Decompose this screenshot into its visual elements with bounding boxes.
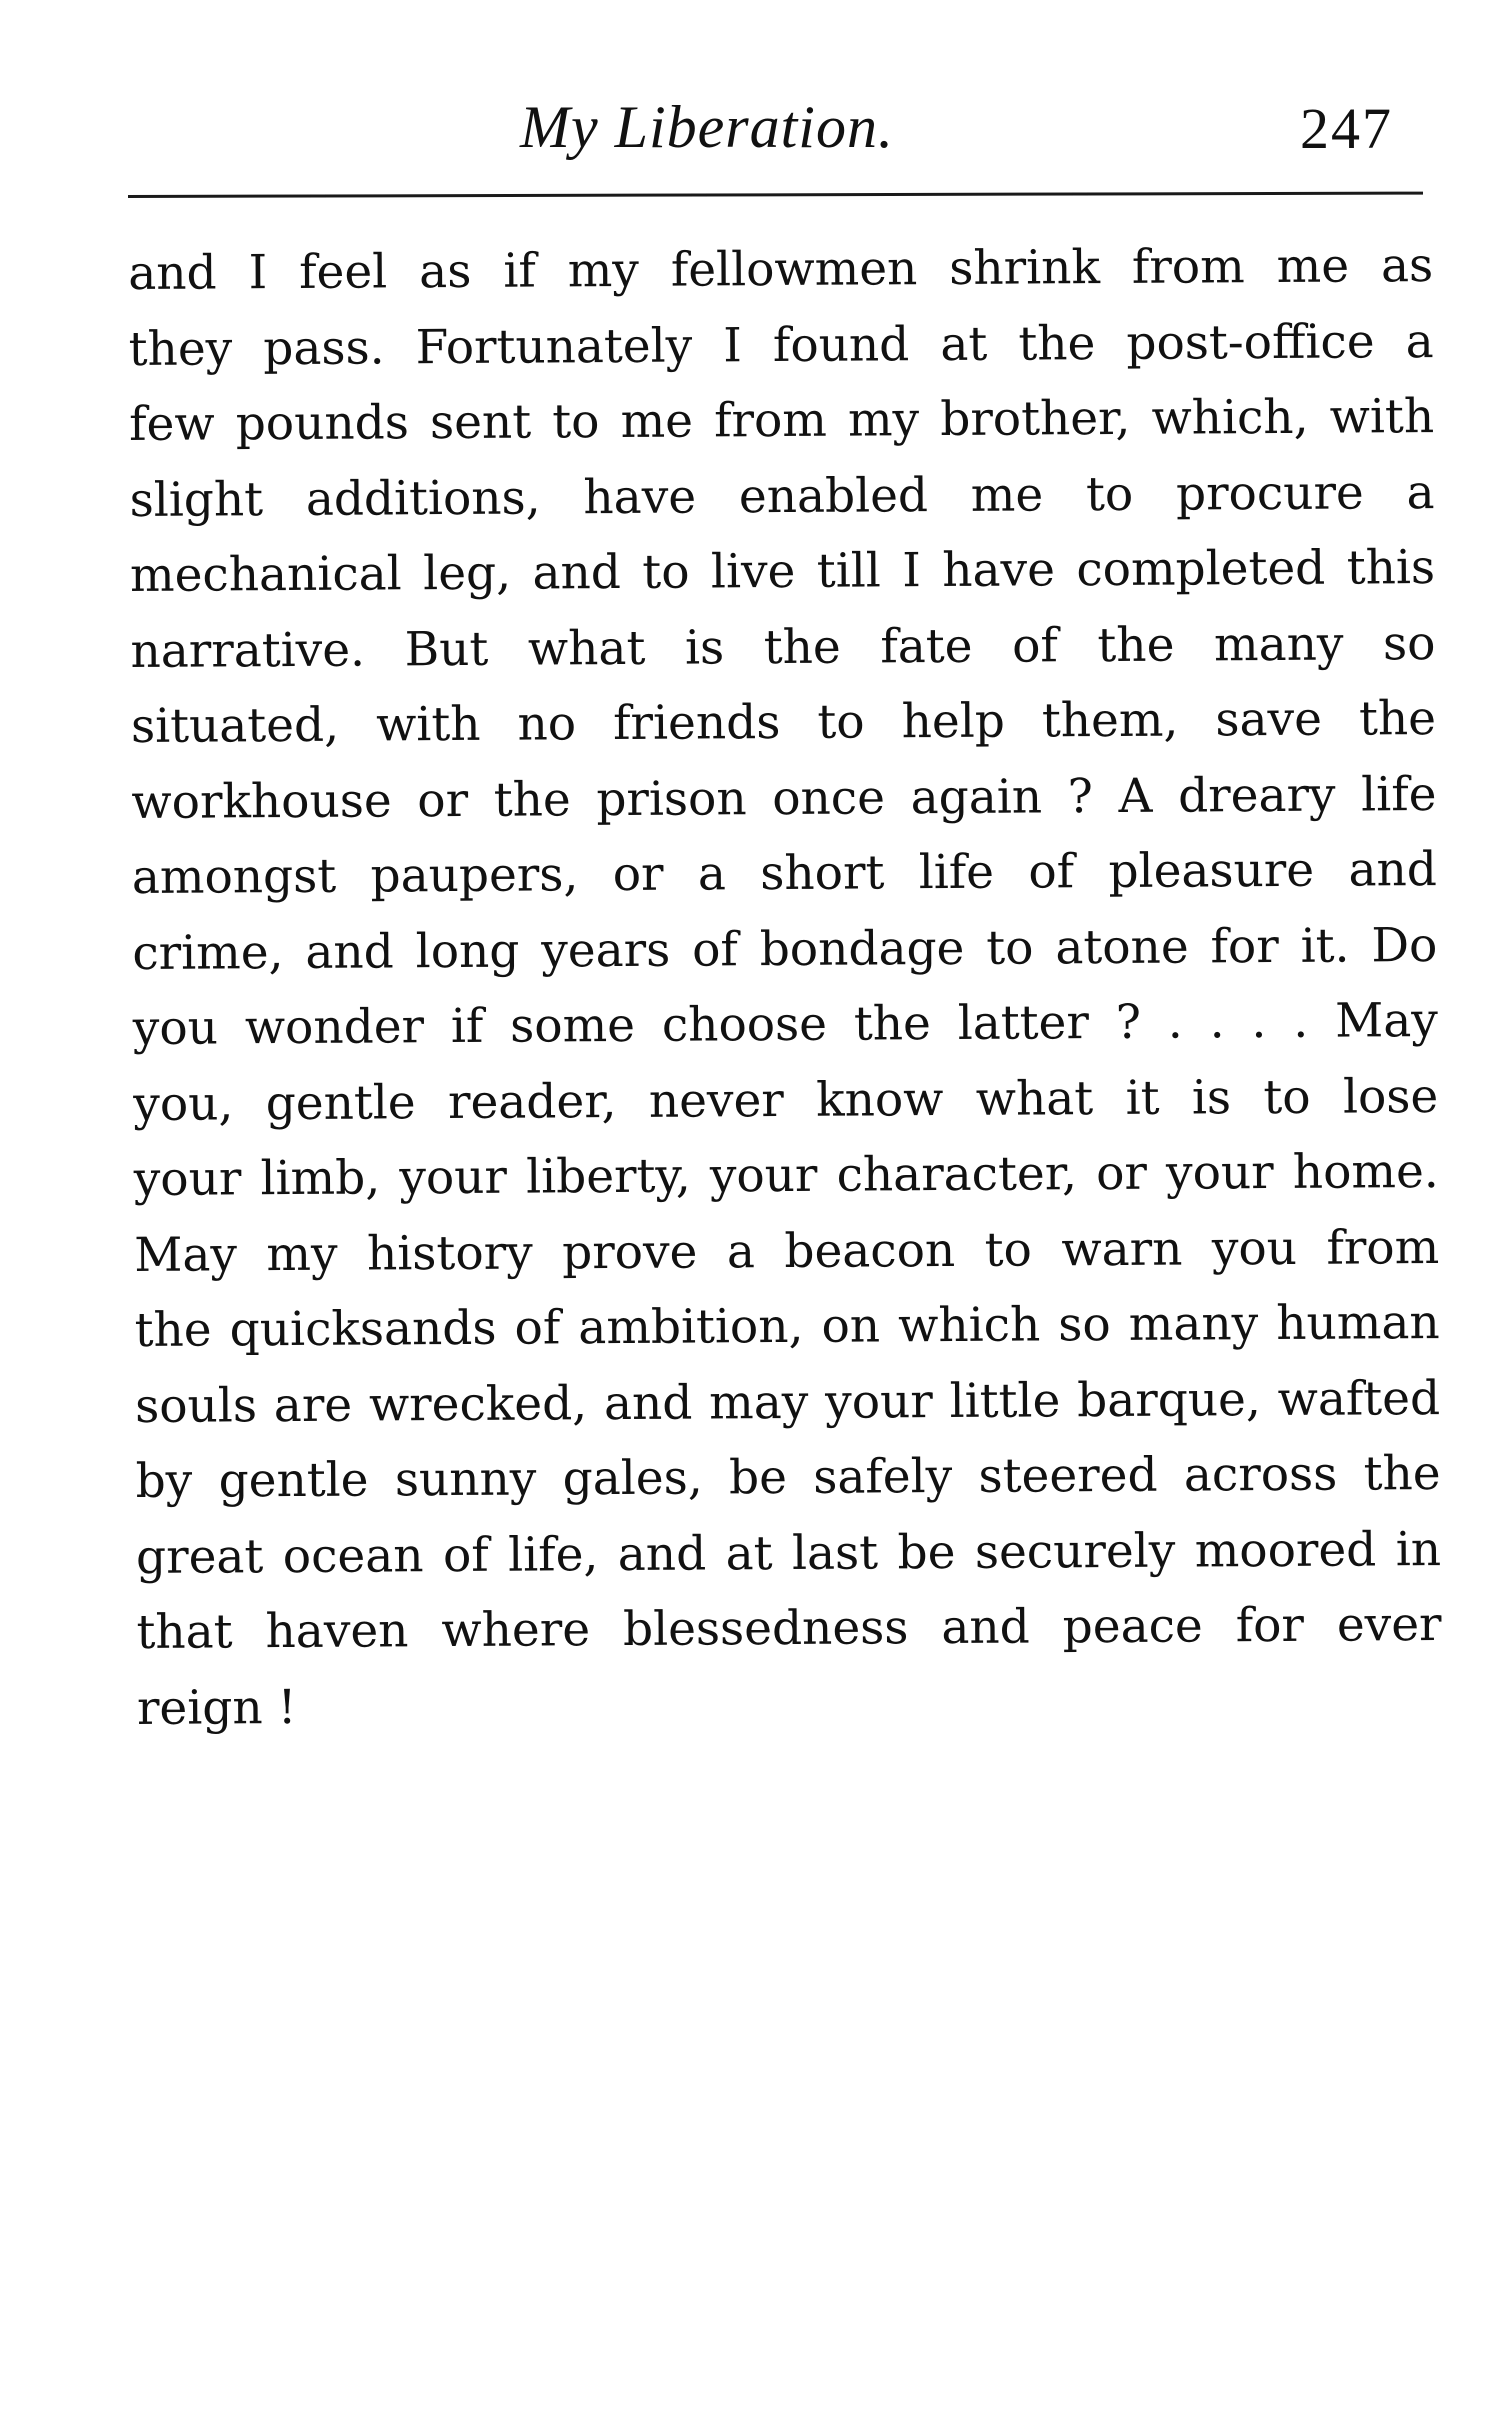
text-line: they pass. Fortunately I found at the post-office a [128, 313, 1434, 377]
text-line: the quicksands of ambition, on which so many human [134, 1295, 1440, 1358]
text-line: amongst paupers, or a short life of pleasure and [131, 842, 1438, 905]
text-line: crime, and long years of bondage to atone for it. Do [132, 917, 1438, 981]
text-line: situated, with no friends to help them, save the [130, 691, 1437, 754]
text-line: narrative. But what is the fate of the many so [130, 615, 1436, 679]
text-line: that haven where blessedness and peace for ever [136, 1597, 1442, 1660]
text-line: slight additions, have enabled me to procure a [129, 464, 1435, 528]
text-line: and I feel as if my fellowmen shrink from me as [128, 238, 1434, 301]
body-text [128, 228, 1442, 1746]
text-line: workhouse or the prison once again ? A dreary life [131, 766, 1437, 830]
text-line: May my history prove a beacon to warn you from [134, 1219, 1440, 1283]
text-line: souls are wrecked, and may your little barque, wafted [134, 1370, 1441, 1434]
text-line: by gentle sunny gales, be safely steered across the [135, 1446, 1441, 1509]
text-line: you, gentle reader, never know what it is to lose [133, 1068, 1439, 1132]
text-line: few pounds sent to me from my brother, which, with [128, 389, 1435, 452]
text-line: you wonder if some choose the latter ? . . . . May [132, 993, 1438, 1056]
running-title: My Liberation. [520, 94, 894, 160]
text-line: great ocean of life, and at last be securely moored in [135, 1521, 1442, 1585]
page-number: 247 [1300, 96, 1393, 161]
text-line: your limb, your liberty, your character, or your home. [133, 1144, 1439, 1207]
text-line: reign ! [136, 1679, 297, 1736]
header-rule [128, 192, 1423, 198]
text-line: mechanical leg, and to live till I have completed this [129, 540, 1436, 603]
